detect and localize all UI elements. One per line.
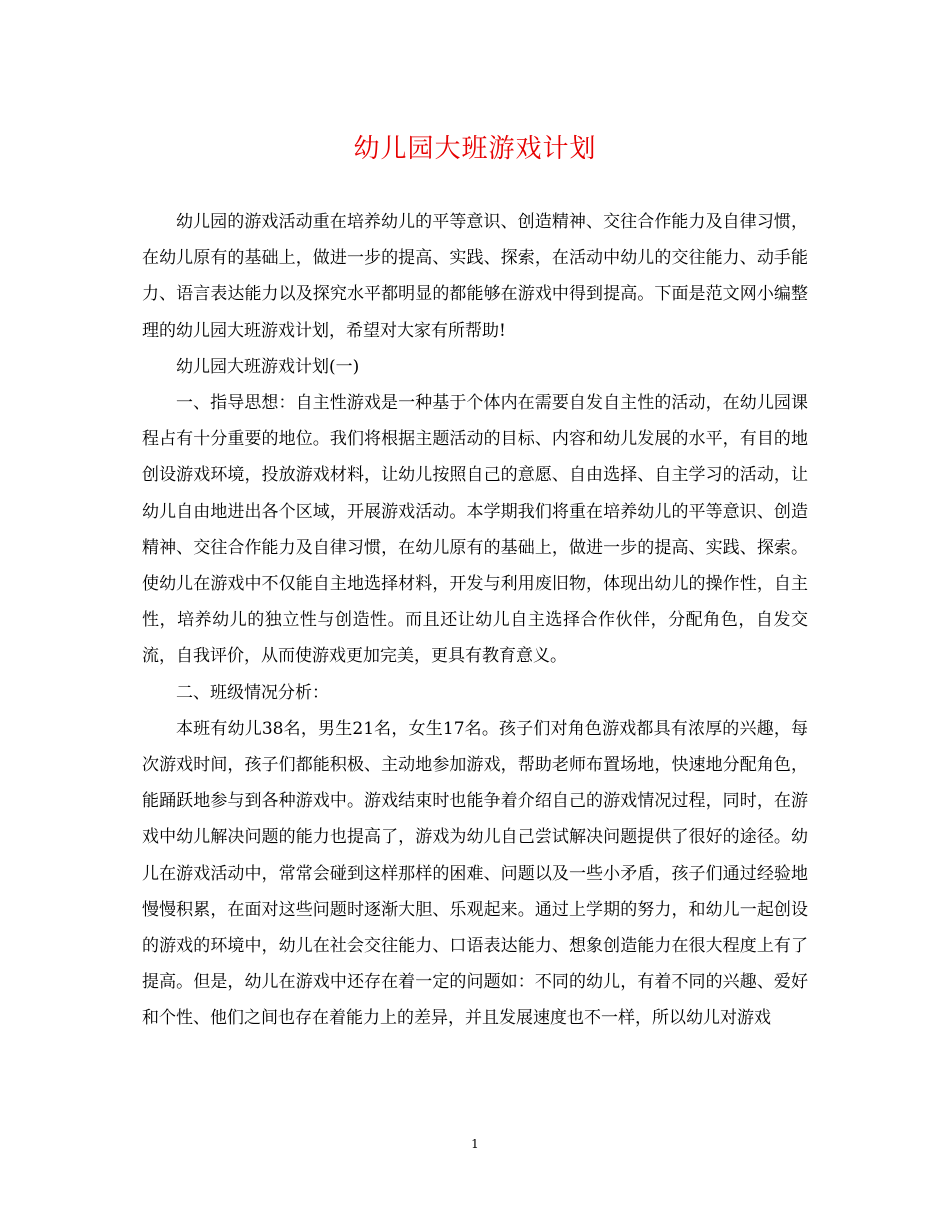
- page-number: 1: [471, 1137, 479, 1151]
- document-body: [142, 204, 808, 1037]
- paragraph-guiding-ideology: 一、指导思想：自主性游戏是一种基于个体内在需要自发自主性的活动，在幼儿园课程占有十分重要的地位。我们将根据主题活动的目标、内容和幼儿发展的水平，有目的地创设游戏环境，投放游戏材料，让幼儿按照自己的意愿、自由选择、自主学习的活动，让幼儿自由地进出各个区域，开展游戏活动。本学期我们将重在培养幼儿的平等意识、创造精神、交往合作能力及自律习惯，在幼儿原有的基础上，做进一步的提高、实践、探索。使幼儿在游戏中不仅能自主地选择材料，开发与利用废旧物，体现出幼儿的操作性，自主性，培养幼儿的独立性与创造性。而且还让幼儿自主选择合作伙伴，分配角色，自发交流，自我评价，从而使游戏更加完美，更具有教育意义。: [142, 393, 808, 667]
- paragraph-section-heading: 幼儿园大班游戏计划(一): [176, 356, 360, 377]
- paragraph-intro: 幼儿园的游戏活动重在培养幼儿的平等意识、创造精神、交往合作能力及自律习惯，在幼儿原有的基础上，做进一步的提高、实践、探索，在活动中幼儿的交往能力、动手能力、语言表达能力以及探究水平都明显的都能够在游戏中得到提高。下面是范文网小编整理的幼儿园大班游戏计划，希望对大家有所帮助!: [142, 212, 808, 341]
- paragraph-class-analysis: 本班有幼儿38名，男生21名，女生17名。孩子们对角色游戏都具有浓厚的兴趣，每次游戏时间，孩子们都能积极、主动地参加游戏，帮助老师布置场地，快速地分配角色，能踊跃地参与到各种游戏中。游戏结束时也能争着介绍自己的游戏情况过程，同时，在游戏中幼儿解决问题的能力也提高了，游戏为幼儿自己尝试解决问题提供了很好的途径。幼儿在游戏活动中，常常会碰到这样那样的困难、问题以及一些小矛盾，孩子们通过经验地慢慢积累，在面对这些问题时逐渐大胆、乐观起来。通过上学期的努力，和幼儿一起创设的游戏的环境中，幼儿在社会交往能力、口语表达能力、想象创造能力在很大程度上有了提高。但是，幼儿在游戏中还存在着一定的问题如：不同的幼儿，有着不同的兴趣、爱好和个性、他们之间也存在着能力上的差异，并且发展速度也不一样，所以幼儿对游戏: [142, 718, 808, 1029]
- paragraph-class-analysis-heading: 二、班级情况分析：: [176, 682, 329, 703]
- document-title: 幼儿园大班游戏计划: [353, 134, 597, 164]
